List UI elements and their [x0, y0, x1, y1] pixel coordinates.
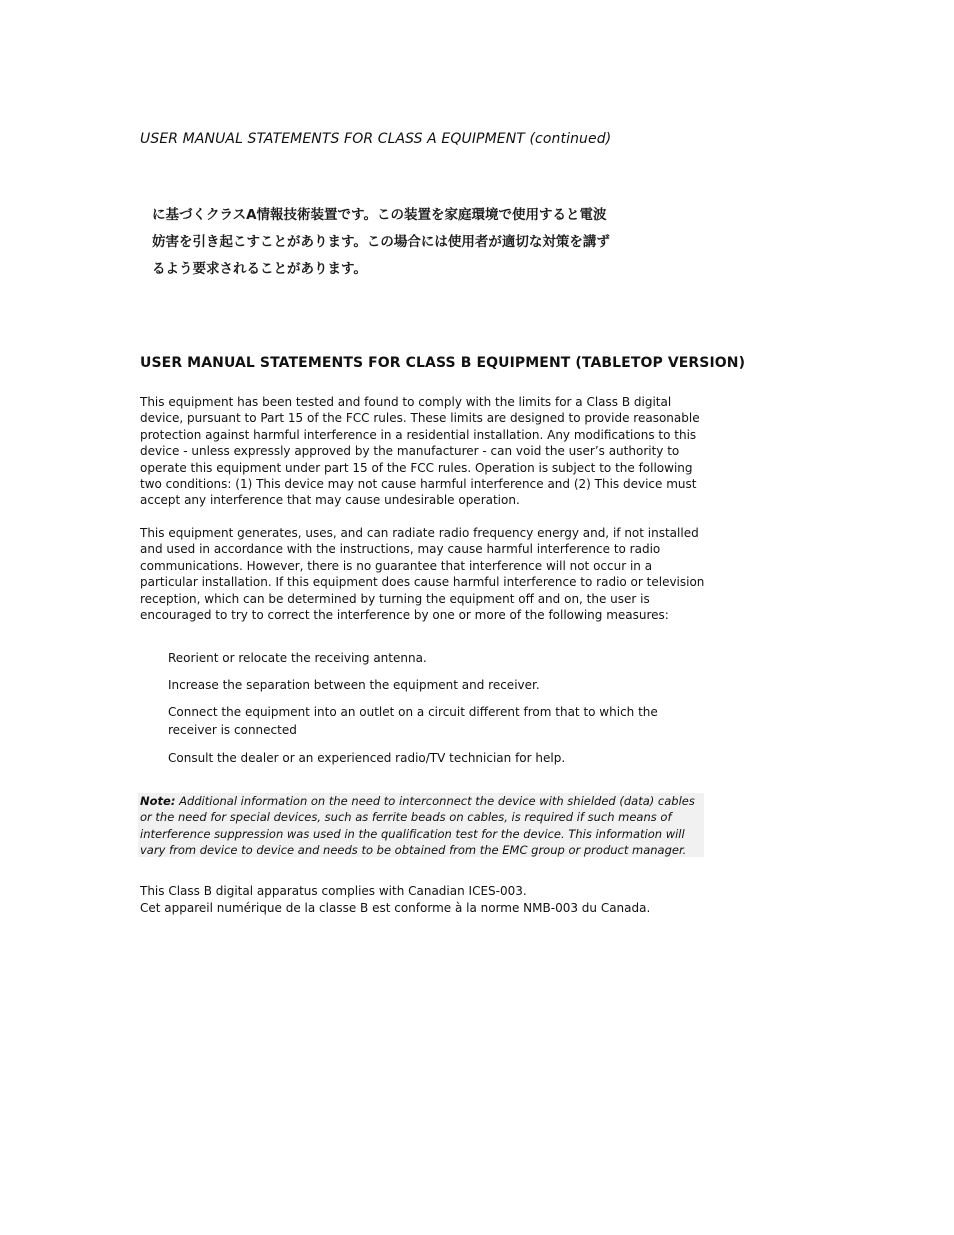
class-b-heading: USER MANUAL STATEMENTS FOR CLASS B EQUIPMENT (TABLETOP VERSION) [140, 355, 746, 371]
canada-statement-fr: Cet appareil numérique de la classe B est conforme à la norme NMB-003 du Canada. [140, 901, 651, 915]
japanese-line: るよう要求されることがあります。 [152, 261, 367, 277]
note-label: Note: [140, 794, 176, 808]
fcc-compliance-paragraph: This equipment has been tested and found to comply with the limits for a Class B digital device, pursuant to Part 15 of the FCC rules. These limits are designed to provide reasonable protection against harmful interference in a residential installation. Any modifications to this device - unless expressly approved by the manufacturer - can void the user’s authority to operate this equipment under part 15 of the FCC rules. Operation is subject to the following two conditions: (1) This device may not cause harmful interference and (2) This device must accept any interference that may cause undesirable operation. [140, 395, 700, 508]
canada-statement-en: This Class B digital apparatus complies with Canadian ICES-003. [140, 884, 527, 898]
japanese-line: に基づくクラスA情報技術装置です。この装置を家庭環境で使用すると電波 [152, 207, 607, 223]
canada-compliance [140, 883, 740, 917]
japanese-line: 妨害を引き起こすことがあります。この場合には使用者が適切な対策を講ず [152, 234, 610, 250]
measure-item: Connect the equipment into an outlet on a circuit different from that to which the receiver is connected [168, 705, 658, 737]
japanese-vcci-statement [152, 202, 652, 283]
note-block [140, 793, 702, 859]
note-body: Additional information on the need to interconnect the device with shielded (data) cables or the need for special devices, such as ferrite beads on cables, is required if such means of interference suppression was used in the qualification test for the device. This information will vary from device to device and needs to be obtained from the EMC group or product manager. [140, 794, 695, 858]
interference-paragraph: This equipment generates, uses, and can radiate radio frequency energy and, if not installed and used in accordance with the instructions, may cause harmful interference to radio communications. However, there is no guarantee that interference will not occur in a particular installation. If this equipment does cause harmful interference to radio or television reception, which can be determined by turning the equipment off and on, the user is encouraged to try to correct the interference by one or more of the following measures: [140, 526, 705, 623]
measure-item: Consult the dealer or an experienced radio/TV technician for help. [168, 751, 566, 765]
measure-item: Reorient or relocate the receiving antenna. [168, 651, 427, 665]
class-a-continued-heading: USER MANUAL STATEMENTS FOR CLASS A EQUIPMENT (continued) [140, 131, 612, 147]
measure-item: Increase the separation between the equipment and receiver. [168, 678, 540, 692]
